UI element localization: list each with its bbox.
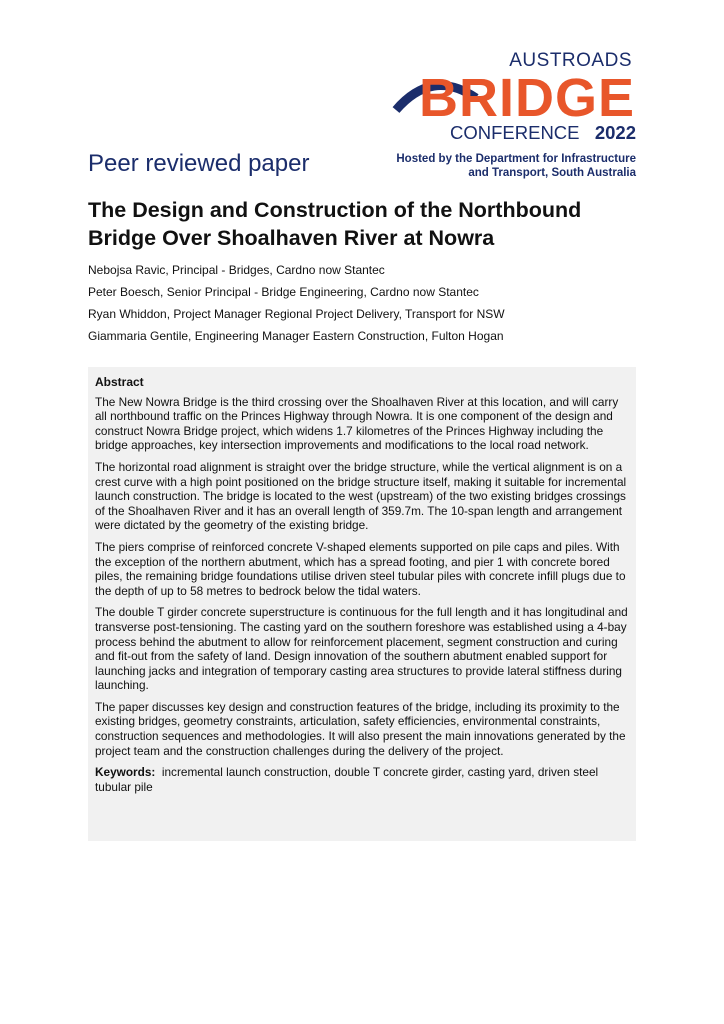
logo-austroads-text: AUSTROADS [509,50,632,71]
author-item: Giammaria Gentile, Engineering Manager Eastern Construction, Fulton Hogan [88,329,504,343]
paper-title: The Design and Construction of the Northbound Bridge Over Shoalhaven River at Nowra [88,198,582,250]
bridge-arch-logo-graphic [392,46,638,142]
author-item: Nebojsa Ravic, Principal - Bridges, Cardno now Stantec [88,263,385,277]
logo-bridge-text: BRIDGE [418,68,635,128]
abstract-paragraph: The piers comprise of reinforced concrete V-shaped elements supported on pile caps and piles. With the exception of the northern abutment, which has a spread footing, and pier 1 with concrete bored piles, the remaining bridge foundations utilise driven steel tubular piles with concrete infill plugs due to the depth of up to 58 metres to bedrock below the tidal waters. [95,539,626,598]
peer-reviewed-label: Peer reviewed paper [88,150,310,177]
abstract-paragraph: The New Nowra Bridge is the third crossing over the Shoalhaven River at this location, and will carry all northbound traffic on the Princes Highway through Nowra. It is one component of the design and construct Nowra Bridge project, which widens 1.7 kilometres of the Princes Highway including the bridge approaches, key intersection improvements and modifications to the local road network. [95,394,619,453]
author-item: Peter Boesch, Senior Principal - Bridge Engineering, Cardno now Stantec [88,285,479,299]
hosted-by-text [346,152,636,180]
logo-year-text: 2022 [594,122,636,142]
logo-conference-text: CONFERENCE [450,122,580,142]
author-item: Ryan Whiddon, Project Manager Regional Project Delivery, Transport for NSW [88,307,505,321]
conference-logo [392,46,638,142]
abstract-paragraph: The horizontal road alignment is straight over the bridge structure, while the vertical alignment is on a crest curve with a high point positioned on the bridge structure itself, making it suitable for incremental launch construction. The bridge is located to the west (upstream) of the two existing bridges crossings of the Shoalhaven River and it has an overall length of 359.7m. The 10-span length and arrangement were dictated by the geometry of the existing bridge. [95,459,627,533]
keywords-label: Keywords: [95,765,156,780]
hosted-line-2: and Transport, South Australia [468,167,636,179]
hosted-line-1: Hosted by the Department for Infrastructure [396,153,636,165]
abstract-heading: Abstract [95,375,144,389]
keywords-line [95,765,629,794]
abstract-paragraph: The paper discusses key design and construction features of the bridge, including its proximity to the existing bridges, geometry constraints, articulation, safety efficiencies, environmental constraints, construction sequences and methodologies. It will also present the main innovations generated by the project team and the construction challenges during the delivery of the project. [95,699,626,758]
abstract-box [88,367,636,841]
author-list [88,259,505,347]
abstract-paragraph: The double T girder concrete superstructure is continuous for the full length and it has longitudinal and transverse post-tensioning. The casting yard on the southern foreshore was established using a 4-bay process behind the abutment to allow for reinforcement placement, segment construction and curing and fit-out from the safety of land. Design innovation of the southern abutment enabled support for launching jacks and integration of temporary casting area structures to provide lateral stiffness during launching. [95,605,628,693]
keywords-text: incremental launch construction, double T concrete girder, casting yard, driven steel tubular pile [95,765,599,794]
